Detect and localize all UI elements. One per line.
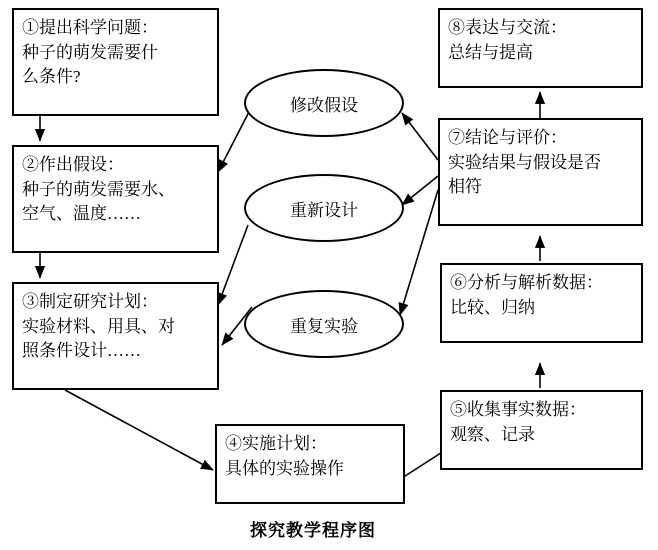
node-step6-line-2: 比较、归纳	[450, 297, 535, 317]
node-redesign[interactable]	[244, 174, 404, 242]
node-step3-line-1: ③制定研究计划：	[22, 292, 158, 311]
node-step5-line-1: ⑤收集事实数据：	[450, 400, 586, 419]
node-step5-line-2: 观察、记录	[450, 424, 535, 444]
node-step4-line-1: ④实施计划：	[225, 434, 327, 453]
node-step4-line-2: 具体的实验操作	[225, 458, 344, 478]
node-revise-hypothesis-label: 修改假设	[290, 95, 358, 115]
node-step6[interactable]	[440, 263, 643, 343]
diagram-caption: 探究教学程序图	[250, 521, 376, 540]
node-repeat-experiment-label: 重复实验	[290, 316, 358, 336]
node-step4[interactable]	[215, 424, 405, 504]
node-step2-line-1: ②作出假设：	[22, 155, 124, 174]
node-step8-line-2: 总结与提高	[448, 42, 533, 62]
node-redesign-label: 重新设计	[290, 200, 358, 220]
node-step1[interactable]	[12, 8, 219, 116]
node-step7-line-2: 实验结果与假设是否	[448, 152, 601, 172]
node-step8-line-1: ⑧表达与交流：	[448, 18, 567, 37]
node-step3-line-3: 照条件设计……	[22, 341, 141, 361]
node-repeat-experiment[interactable]	[244, 290, 404, 358]
node-step3-line-2: 实验材料、用具、对	[22, 316, 175, 336]
node-step1-line-3: 么条件?	[22, 67, 81, 87]
node-step1-line-1: ①提出科学问题：	[22, 18, 158, 37]
node-step3[interactable]	[12, 282, 219, 390]
node-step6-line-1: ⑥分析与解析数据：	[450, 273, 603, 292]
node-step7-line-1: ⑦结论与评价：	[448, 128, 567, 147]
node-step5[interactable]	[440, 390, 643, 470]
node-step8[interactable]	[438, 8, 643, 88]
node-revise-hypothesis[interactable]	[244, 69, 404, 137]
node-step2-line-2: 种子的萌发需要水、	[22, 179, 175, 199]
node-step1-line-2: 种子的萌发需要什	[22, 42, 158, 62]
node-step7[interactable]	[438, 118, 643, 226]
node-step2-line-3: 空气、温度……	[22, 204, 141, 224]
node-step2[interactable]	[12, 145, 219, 253]
node-step7-line-3: 相符	[448, 177, 482, 197]
